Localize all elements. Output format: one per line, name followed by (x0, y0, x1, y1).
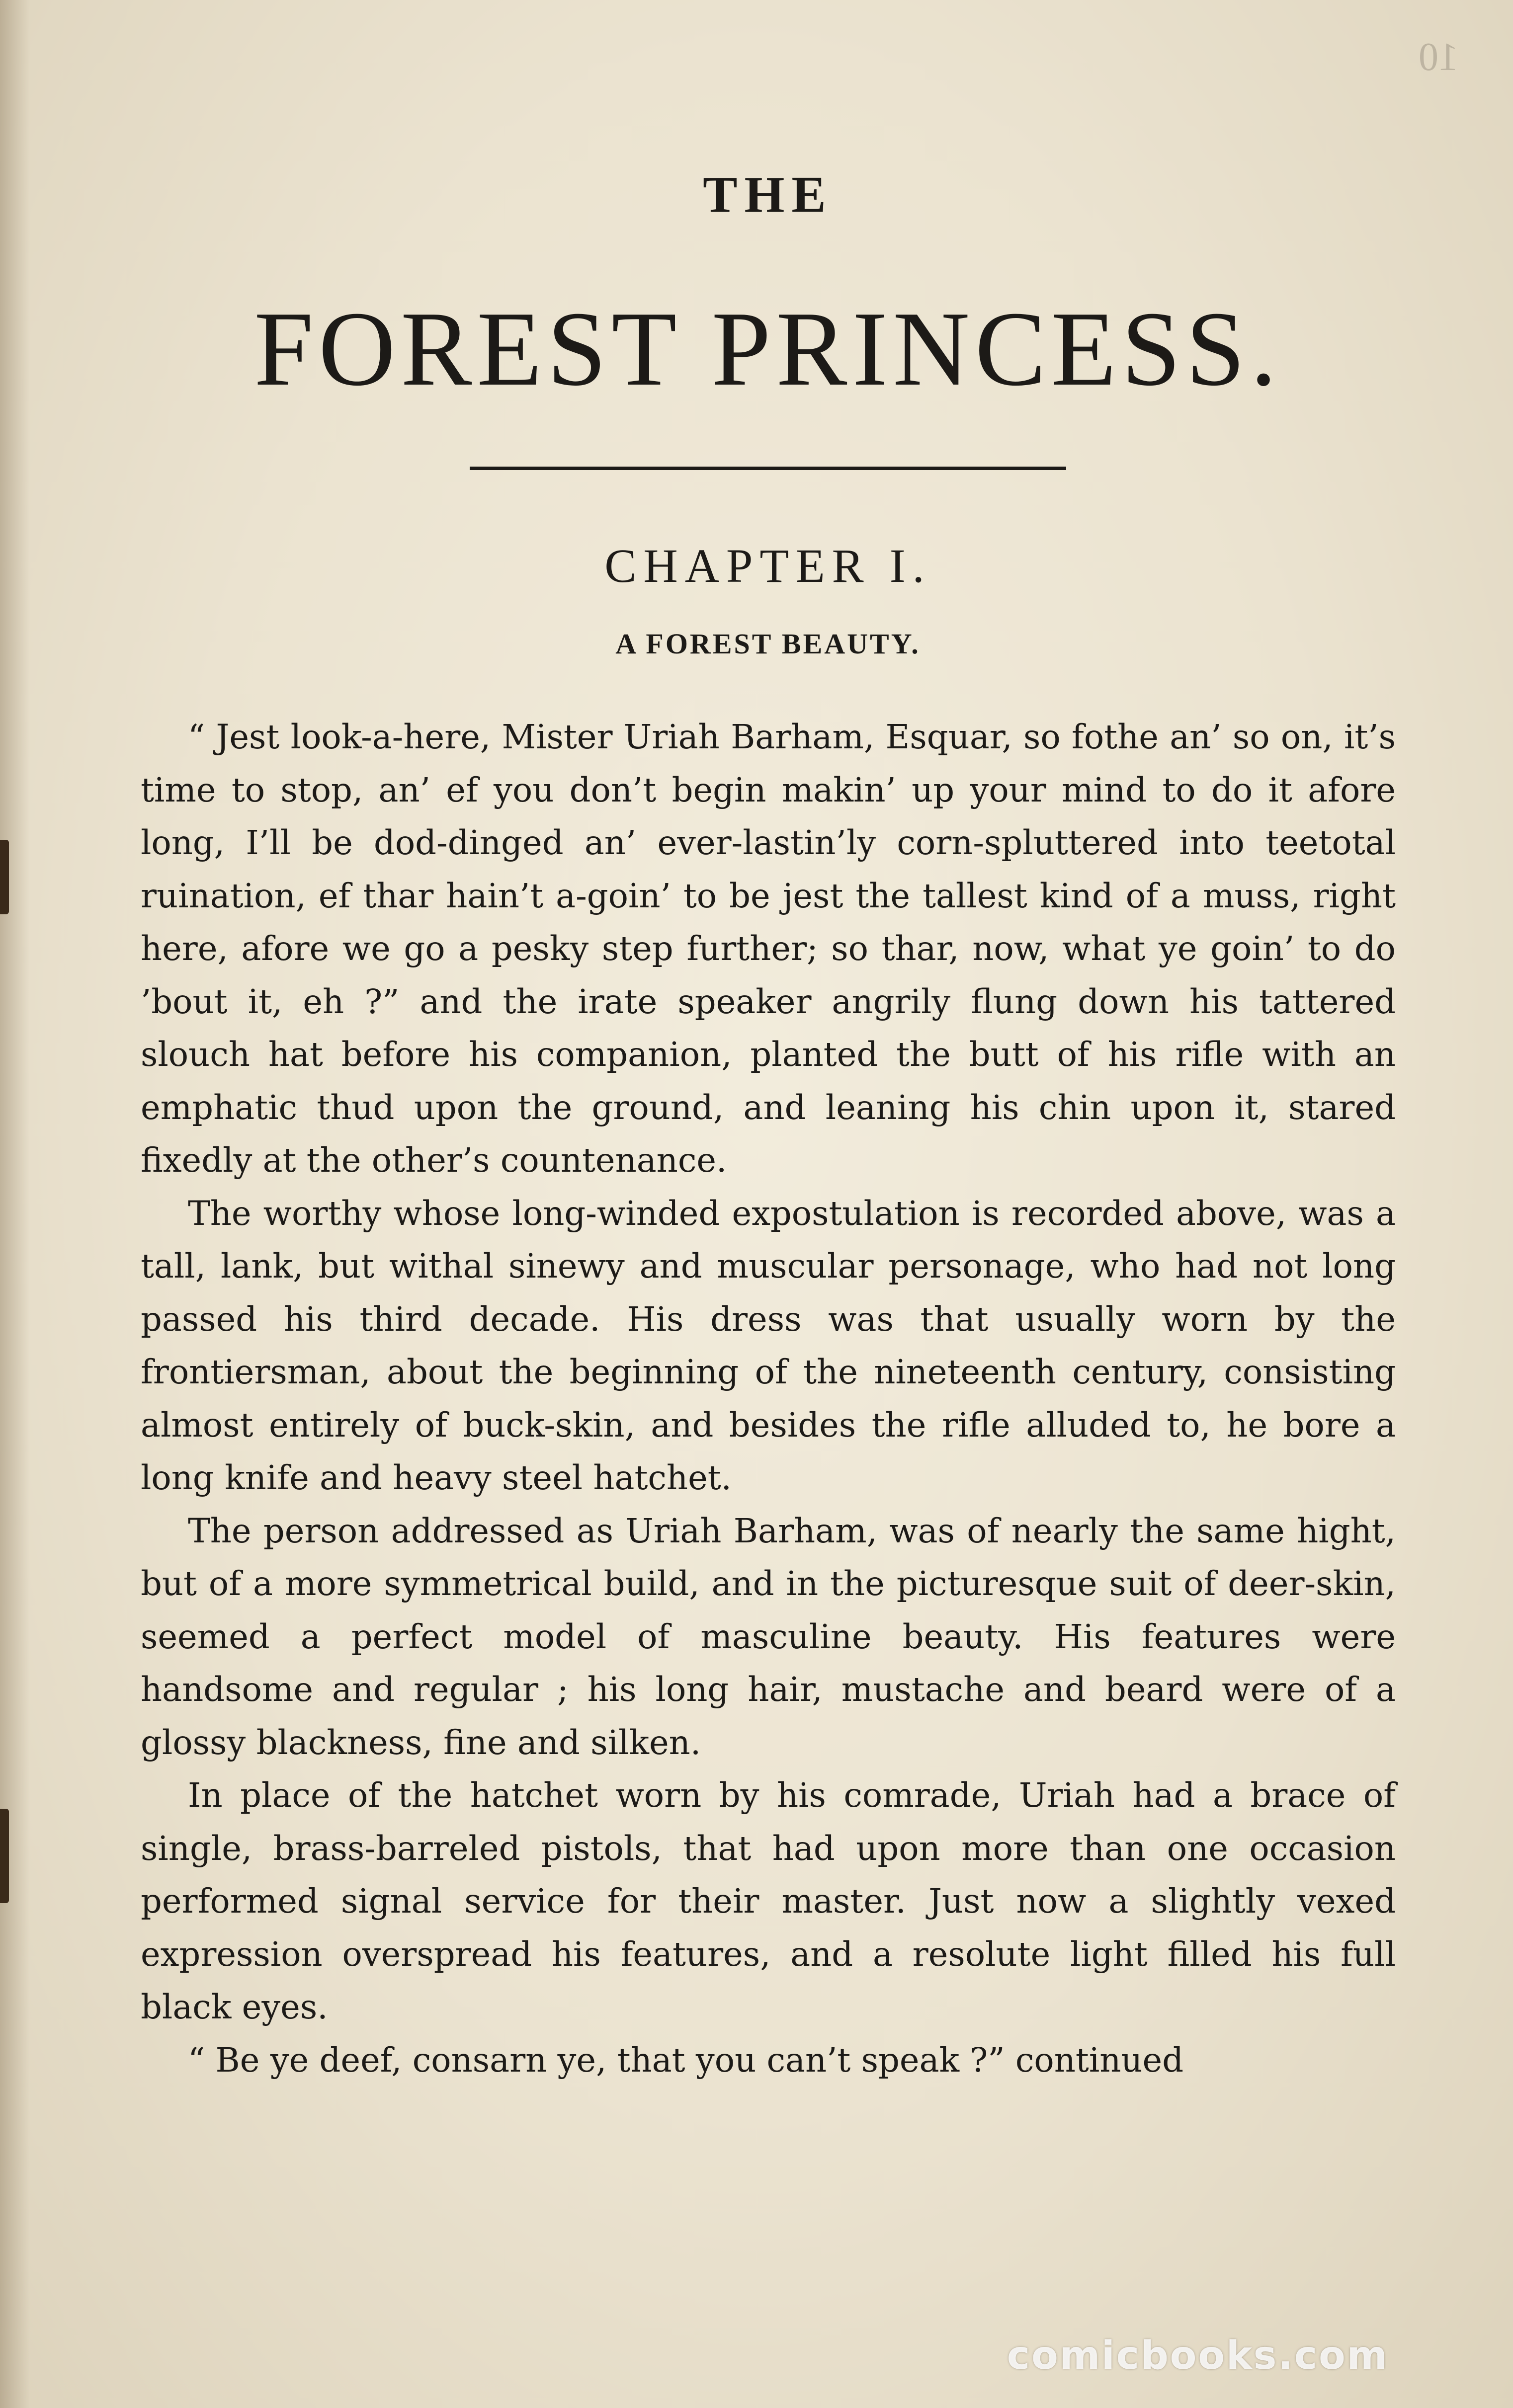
bleed-through-page-number: 10 (1419, 35, 1458, 79)
paragraph: “ Be ye deef, consarn ye, that you can’t speak ?” continued (188, 2040, 1184, 2080)
body-text (141, 711, 1396, 2087)
binding-stitch-mark (0, 1809, 9, 1903)
chapter-subtitle: A FOREST BEAUTY. (615, 628, 921, 660)
page-header (139, 166, 1397, 660)
title-divider (470, 467, 1066, 470)
chapter-title: CHAPTER I. (604, 539, 931, 592)
binding-shadow (0, 0, 30, 2408)
paragraph: “ Jest look-a-here, Mister Uriah Barham, Esquar, so fothe an’ so on, it’s time to stop, an’ ef you don’t begin makin’ up your mind to do it afore long, I’ll be dod-dinged an’ ever-lastin’ly corn-spluttered into teetotal ruination, ef thar hain’t a-goin’ to be jest the tallest kind of a muss, right here, afore we go a pesky step further; so thar, now, what ye goin’ to do ’bout it, eh ?” and the irate speaker angrily flung down his tattered slouch hat before his companion, planted the butt of his rifle with an emphatic thud upon the ground, and leaning his chin upon it, stared fixedly at the other’s countenance. (141, 718, 1396, 1180)
book-title: FOREST PRINCESS. (254, 289, 1282, 408)
book-title-article: THE (703, 166, 833, 223)
binding-stitch-mark (0, 840, 9, 914)
paragraph: The person addressed as Uriah Barham, was of nearly the same hight, but of a more symmetrical build, and in the picturesque suit of deer-skin, seemed a perfect model of masculine beauty. His features were handsome and regular ; his long hair, mustache and beard were of a glossy blackness, fine and silken. (141, 1511, 1396, 1762)
paragraph: In place of the hatchet worn by his comrade, Uriah had a brace of single, brass-barreled pistols, that had upon more than one occasion performed signal service for their master. Just now a slightly vexed expression overspread his features, and a resolute light filled his full black eyes. (141, 1776, 1396, 2026)
paragraph: The worthy whose long-winded expostulation is recorded above, was a tall, lank, but withal sinewy and muscular personage, who had not long passed his third decade. His dress was that usually worn by the frontiersman, about the beginning of the nineteenth century, consisting almost entirely of buck-skin, and besides the rifle alluded to, he bore a long knife and heavy steel hatchet. (141, 1194, 1396, 1497)
site-watermark: comicbooks.com (1007, 2333, 1389, 2378)
